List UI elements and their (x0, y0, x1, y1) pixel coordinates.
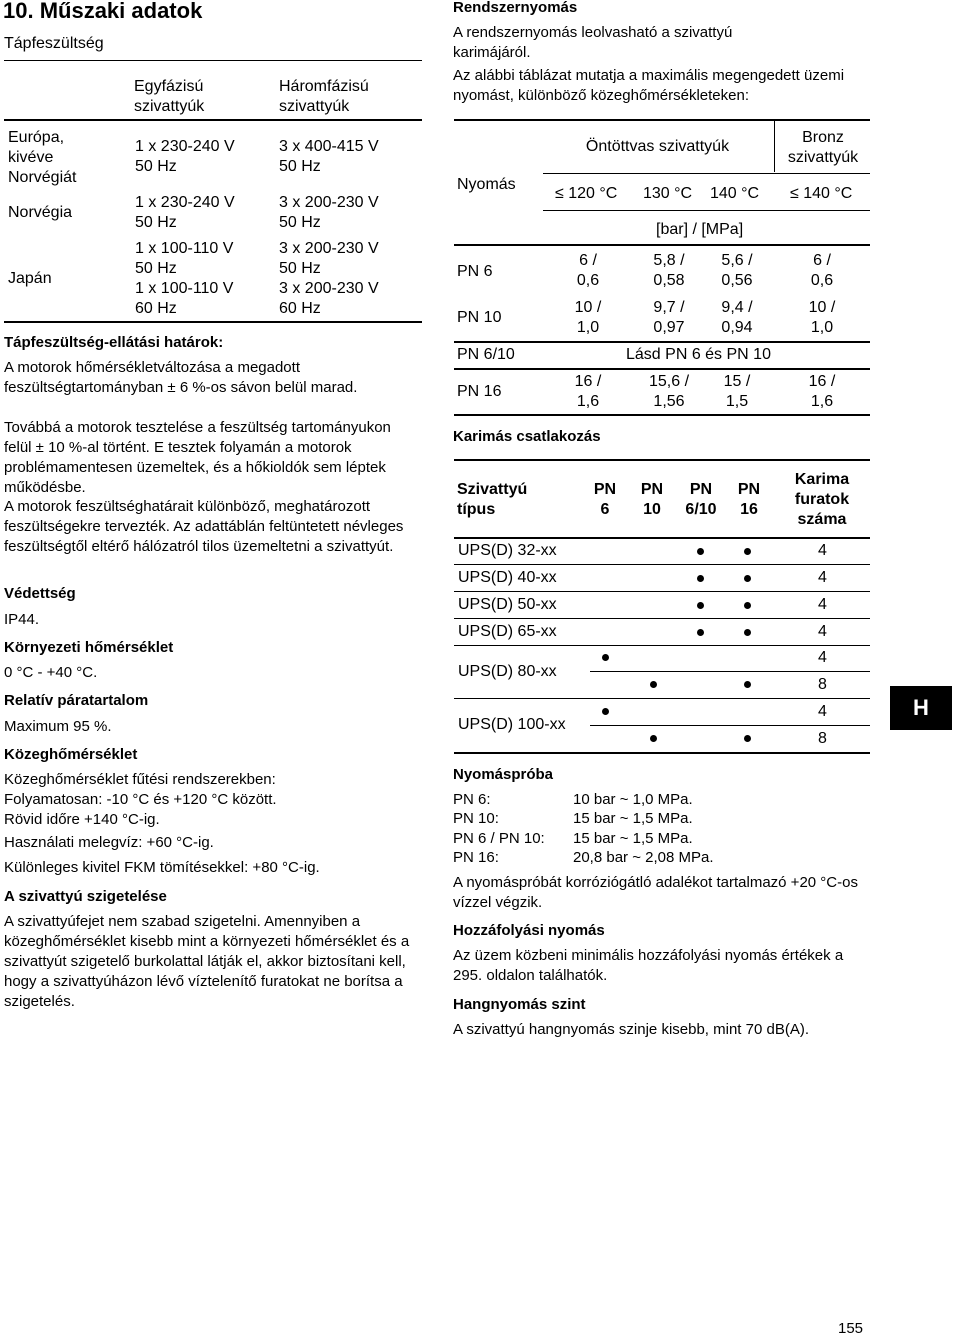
bullet-dot (602, 708, 609, 715)
flange-row-holes: 8 (818, 730, 827, 747)
pn16-v4: 16 / 1,6 (808, 373, 836, 410)
pn6-v3: 5,6 / 0,56 (721, 252, 753, 289)
pressure-units: [bar] / [MPa] (656, 221, 744, 238)
bullet-dot (744, 681, 751, 688)
rule (454, 564, 870, 565)
test-value: 10 bar ~ 1,0 MPa. (573, 791, 693, 808)
pn16-v2: 15,6 / 1,56 (648, 373, 690, 410)
three-japan: 3 x 200-230 V 50 Hz 3 x 200-230 V 60 Hz (279, 240, 379, 317)
flange-row-type: UPS(D) 80-xx (458, 663, 557, 680)
pn610-see: Lásd PN 6 és PN 10 (626, 346, 771, 363)
col-single-header: Egyfázisú szivattyúk (134, 78, 205, 115)
rule (454, 752, 870, 754)
pn10-v4: 10 / 1,0 (808, 299, 836, 336)
flange-header-pn610: PN 6/10 (685, 481, 717, 518)
limits-heading: Tápfeszültség-ellátási határok: (4, 334, 224, 351)
limits-paragraph-3: A motorok feszültséghatárait különböző, meghatározott feszültségekre tervezték. Az adattáblán feltüntetett névleges feszültségtől eltérő hálózatról tilos üzemeltetni a szivattyút. (4, 498, 404, 555)
flange-header-pn6: PN 6 (593, 481, 617, 518)
pressure-header-nyomas: Nyomás (457, 176, 516, 193)
flange-header-type: Szivattyú típus (457, 481, 528, 518)
bullet-dot (744, 548, 751, 555)
limits-paragraph-1: A motorok hőmérsékletváltozása a megadott feszültségtartományban ± 6 %-os sávon belül marad. (4, 359, 358, 396)
bullet-dot (744, 629, 751, 636)
pn16-v3: 15 / 1,5 (723, 373, 751, 410)
pn10-v3: 9,4 / 0,94 (721, 299, 753, 336)
row-pn16-label: PN 16 (457, 383, 502, 400)
rule (454, 368, 870, 370)
ambient-heading: Környezeti hőmérséklet (4, 639, 174, 656)
pn6-v1: 6 / 0,6 (576, 252, 600, 289)
rule (4, 119, 422, 121)
flange-row-holes: 4 (818, 542, 827, 559)
bullet-dot (697, 629, 704, 636)
flange-row-holes: 4 (818, 649, 827, 666)
flange-row-type: UPS(D) 40-xx (458, 569, 557, 586)
pressure-header-bronze: Bronz szivattyúk (787, 129, 859, 166)
rule (454, 119, 870, 121)
three-norway: 3 x 200-230 V 50 Hz (279, 194, 379, 231)
flange-row-type: UPS(D) 32-xx (458, 542, 557, 559)
system-paragraph-2: Az alábbi táblázat mutatja a maximális megengedett üzemi nyomást, különböző közeghőmérsékleteken: (453, 67, 845, 104)
test-key: PN 10: (453, 810, 499, 827)
row-pn10-label: PN 10 (457, 309, 502, 326)
rule (454, 645, 870, 646)
row-pn610-label: PN 6/10 (457, 346, 515, 363)
rule (454, 618, 870, 619)
bullet-dot (744, 602, 751, 609)
temp-130: 130 °C (643, 185, 693, 202)
region-japan: Japán (8, 270, 52, 287)
system-paragraph-1: A rendszernyomás leolvasható a szivattyú karimájáról. (453, 24, 733, 61)
ambient-value: 0 °C - +40 °C. (4, 664, 98, 681)
rule (590, 671, 870, 672)
flange-row-holes: 4 (818, 569, 827, 586)
test-value: 20,8 bar ~ 2,08 MPa. (573, 849, 714, 866)
flange-row-holes: 4 (818, 623, 827, 640)
system-heading: Rendszernyomás (453, 0, 578, 16)
test-heading: Nyomáspróba (453, 766, 554, 783)
flange-header-pn16: PN 16 (737, 481, 761, 518)
section-title: 10. Műszaki adatok (3, 0, 203, 23)
language-tab (890, 686, 952, 730)
three-europe: 3 x 400-415 V 50 Hz (279, 138, 379, 175)
bullet-dot (650, 735, 657, 742)
rule (454, 341, 870, 343)
test-paragraph: A nyomáspróbát korróziógátló adalékot tartalmazó +20 °C-os vízzel végzik. (453, 874, 858, 911)
flange-header-holes: Karima furatok száma (794, 471, 850, 528)
insulation-heading: A szivattyú szigetelése (4, 888, 167, 905)
single-norway: 1 x 230-240 V 50 Hz (135, 194, 235, 231)
flange-row-type: UPS(D) 65-xx (458, 623, 557, 640)
test-value: 15 bar ~ 1,5 MPa. (573, 810, 693, 827)
flange-row-holes: 4 (818, 703, 827, 720)
bullet-dot (744, 735, 751, 742)
flange-row-holes: 8 (818, 676, 827, 693)
region-norway: Norvégia (8, 204, 73, 221)
liquid-paragraph-1: Közeghőmérséklet fűtési rendszerekben: Folyamatosan: -10 °C és +120 °C között. Rövid időre +140 °C-ig. (4, 771, 277, 828)
pn6-v2: 5,8 / 0,58 (653, 252, 685, 289)
protection-heading: Védettség (4, 585, 76, 602)
pn16-v1: 16 / 1,6 (574, 373, 602, 410)
col-three-header: Háromfázisú szivattyúk (279, 78, 369, 115)
rule (454, 698, 870, 699)
test-key: PN 6: (453, 791, 491, 808)
rule (4, 321, 422, 323)
rule (454, 591, 870, 592)
test-value: 15 bar ~ 1,5 MPa. (573, 830, 693, 847)
temp-120: ≤ 120 °C (555, 185, 618, 202)
inlet-heading: Hozzáfolyási nyomás (453, 922, 605, 939)
bullet-dot (697, 548, 704, 555)
limits-paragraph-2: Továbbá a motorok tesztelése a feszültség tartományukon felül ± 10 %-al történt. E tesztek folyamán a motorok problémamentesen üzemeltek, és a hőkioldók sem léptek működésbe. (4, 419, 391, 496)
flange-header-pn10: PN 10 (640, 481, 664, 518)
region-europe: Európa, kivéve Norvégiát (8, 129, 77, 186)
rule (454, 244, 870, 246)
pn10-v1: 10 / 1,0 (574, 299, 602, 336)
inlet-paragraph: Az üzem közbeni minimális hozzáfolyási nyomás értékek a 295. oldalon találhatók. (453, 947, 844, 984)
single-japan: 1 x 100-110 V 50 Hz 1 x 100-110 V 60 Hz (135, 240, 234, 317)
protection-value: IP44. (4, 611, 40, 628)
rule (454, 414, 870, 416)
flange-row-holes: 4 (818, 596, 827, 613)
flange-heading: Karimás csatlakozás (453, 428, 601, 445)
flange-row-type: UPS(D) 100-xx (458, 716, 566, 733)
rule (454, 459, 870, 461)
pn6-v4: 6 / 0,6 (810, 252, 834, 289)
humidity-heading: Relatív páratartalom (4, 692, 149, 709)
temp-140: 140 °C (710, 185, 760, 202)
noise-heading: Hangnyomás szint (453, 996, 586, 1013)
page-number: 155 (838, 1320, 864, 1337)
insulation-paragraph: A szivattyúfejet nem szabad szigetelni. Amennyiben a közeghőmérséklet kisebb mint a környezeti hőmérséklet és a szivattyút szigetelő burkolattal látják el, akkor biztosítani kell, hogy a szivattyúházon lévő víztelenítő furatokat ne borítsa a szigetelés. (4, 913, 410, 1010)
noise-paragraph: A szivattyú hangnyomás szinje kisebb, mint 70 dB(A). (453, 1021, 810, 1038)
test-key: PN 16: (453, 849, 499, 866)
temp-bronze-140: ≤ 140 °C (790, 185, 853, 202)
single-europe: 1 x 230-240 V 50 Hz (135, 138, 235, 175)
rule (543, 210, 870, 211)
bullet-dot (697, 602, 704, 609)
bullet-dot (650, 681, 657, 688)
pressure-header-cast: Öntöttvas szivattyúk (585, 138, 730, 155)
rule (590, 725, 870, 726)
humidity-value: Maximum 95 %. (4, 718, 112, 735)
liquid-paragraph-2: Használati melegvíz: +60 °C-ig. (4, 834, 214, 851)
rule (543, 173, 870, 174)
bullet-dot (697, 575, 704, 582)
liquid-heading: Közeghőmérséklet (4, 746, 138, 763)
supply-heading: Tápfeszültség (4, 35, 104, 52)
test-key: PN 6 / PN 10: (453, 830, 545, 847)
rule (4, 60, 422, 61)
bullet-dot (744, 575, 751, 582)
bullet-dot (602, 654, 609, 661)
liquid-paragraph-3: Különleges kivitel FKM tömítésekkel: +80 °C-ig. (4, 859, 320, 876)
row-pn6-label: PN 6 (457, 263, 493, 280)
rule (454, 537, 870, 539)
flange-row-type: UPS(D) 50-xx (458, 596, 557, 613)
language-tab-label: H (913, 695, 929, 720)
pn10-v2: 9,7 / 0,97 (653, 299, 685, 336)
